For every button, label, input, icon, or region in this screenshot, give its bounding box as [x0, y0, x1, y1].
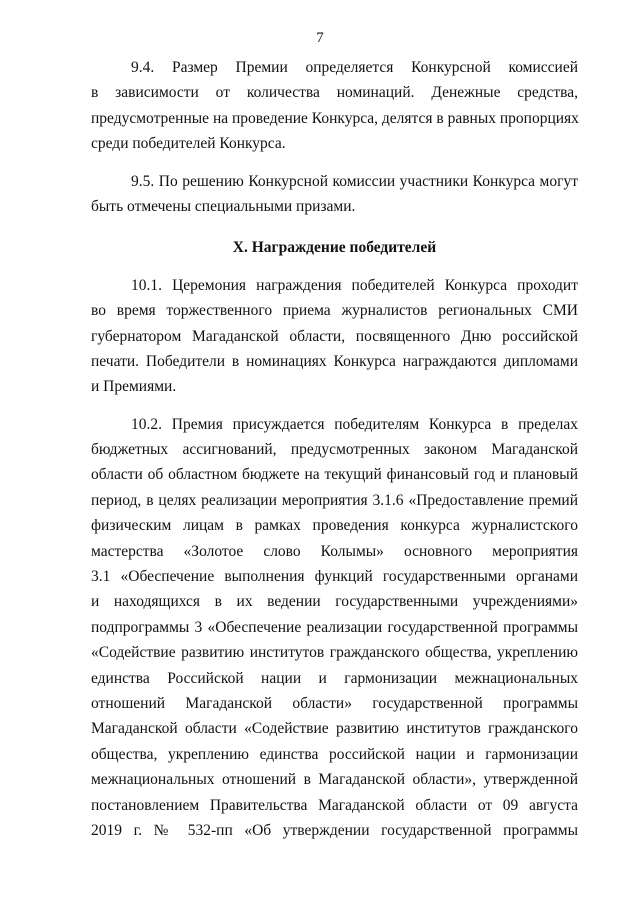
paragraph-10-2-line: бюджетных ассигнований, предусмотренных законом Магаданской — [91, 441, 578, 459]
paragraph-10-1-line: печати. Победители в номинациях Конкурса награждаются дипломами — [91, 352, 578, 370]
paragraph-10-2-line: период, в целях реализации мероприятия 3.1.6 «Предоставление премий — [91, 491, 578, 509]
paragraph-10-2-line: физическим лицам в рамках проведения конкурса журналистского — [91, 517, 578, 535]
paragraph-10-2-line: Магаданской области «Содействие развитию институтов гражданского — [91, 720, 578, 738]
paragraph-10-2-line: межнациональных отношений в Магаданской области», утвержденной — [91, 771, 578, 789]
paragraph-9-5-line: быть отмечены специальными призами. — [91, 197, 356, 215]
paragraph-10-2-line: мастерства «Золотое слово Колымы» основного мероприятия — [91, 542, 578, 560]
paragraph-9-5-line: 9.5. По решению Конкурсной комиссии участники Конкурса могут — [131, 172, 578, 190]
paragraph-10-1-line: 10.1. Церемония награждения победителей Конкурса проходит — [131, 276, 578, 294]
paragraph-10-2-line: 10.2. Премия присуждается победителям Конкурса в пределах — [131, 415, 578, 433]
paragraph-10-2-line: 3.1 «Обеспечение выполнения функций государственными органами — [91, 568, 578, 586]
paragraph-10-2-line: 2019 г. № 532-пп «Об утверждении государственной программы — [91, 821, 578, 839]
paragraph-9-4-line: в зависимости от количества номинаций. Денежные средства, — [91, 84, 578, 102]
section-heading: X. Награждение победителей — [232, 239, 437, 257]
paragraph-10-2-line: подпрограммы 3 «Обеспечение реализации государственной программы — [91, 618, 578, 636]
paragraph-9-4-line: среди победителей Конкурса. — [91, 135, 286, 153]
paragraph-10-2-line: единства Российской нации и гармонизации межнациональных — [91, 669, 578, 687]
paragraph-10-2-line: и находящихся в их ведении государственными учреждениями» — [91, 593, 578, 611]
paragraph-10-1-line: во время торжественного приема журналистов региональных СМИ — [91, 302, 578, 320]
paragraph-10-2-line: отношений Магаданской области» государственной программы — [91, 694, 578, 712]
paragraph-10-2-line: «Содействие развитию институтов гражданского общества, укреплению — [91, 644, 578, 662]
paragraph-10-2-line: области об областном бюджете на текущий финансовый год и плановый — [91, 466, 578, 484]
page-number: 7 — [316, 30, 324, 46]
paragraph-10-2-line: постановлением Правительства Магаданской области от 09 августа — [91, 796, 578, 814]
paragraph-10-2-line: общества, укреплению единства российской нации и гармонизации — [91, 745, 578, 763]
paragraph-9-4-line: предусмотренные на проведение Конкурса, делятся в равных пропорциях — [91, 109, 579, 127]
paragraph-9-4-line: 9.4. Размер Премии определяется Конкурсной комиссией — [131, 59, 578, 76]
document-body — [91, 55, 578, 843]
paragraph-10-1-line: и Премиями. — [91, 378, 177, 396]
paragraph-10-1-line: губернатором Магаданской области, посвященного Дню российской — [91, 327, 578, 345]
